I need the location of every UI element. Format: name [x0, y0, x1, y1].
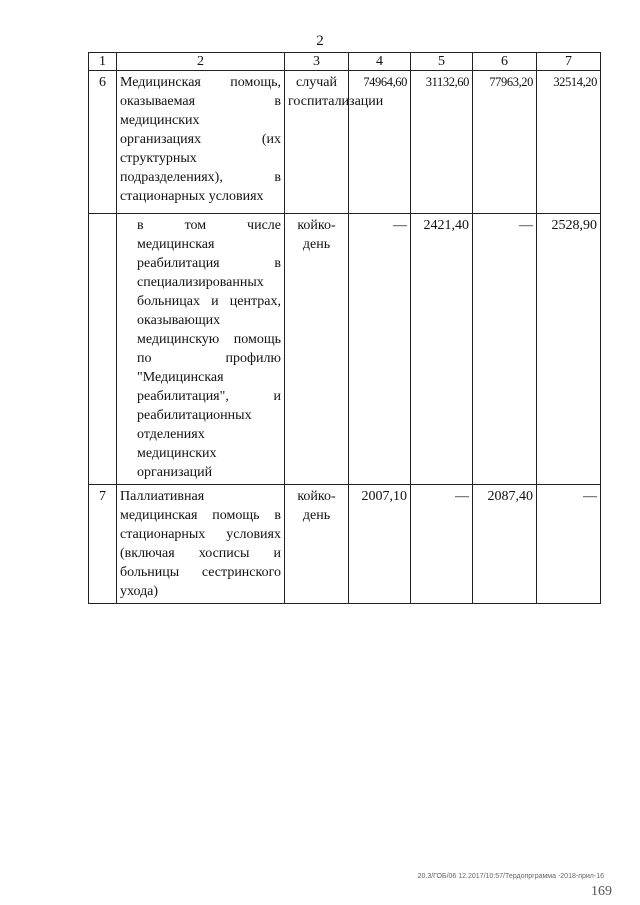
- row-value: 32514,20: [537, 71, 601, 214]
- row-number: 7: [89, 485, 117, 604]
- column-header: 2: [117, 53, 285, 71]
- row-value: 2087,40: [473, 485, 537, 604]
- row-value: 2528,90: [537, 214, 601, 485]
- column-header: 1: [89, 53, 117, 71]
- table-row: [89, 71, 601, 214]
- footer-number: 169: [591, 884, 612, 899]
- row-value: 2007,10: [349, 485, 411, 604]
- row-value: —: [411, 485, 473, 604]
- column-header: 3: [285, 53, 349, 71]
- row-number: [89, 214, 117, 485]
- footer-stamp: 20.3/ГОБ/06 12.2017/10:57/Тердопрграмма -2018-прил-16: [417, 873, 604, 880]
- row-unit: койко-день: [285, 214, 349, 485]
- row-value: 31132,60: [411, 71, 473, 214]
- row-description: Медицинская помощь, оказываемая в медицинских организациях (их структурных подразделениях), в стационарных условиях: [117, 71, 285, 214]
- row-value: —: [537, 485, 601, 604]
- row-value: —: [349, 214, 411, 485]
- data-table: [88, 52, 601, 604]
- column-header: 7: [537, 53, 601, 71]
- page-number: 2: [316, 33, 324, 49]
- row-value: —: [473, 214, 537, 485]
- row-description: Паллиативная медицинская помощь в стационарных условиях (включая хосписы и больницы сестринского ухода): [117, 485, 285, 604]
- column-header: 5: [411, 53, 473, 71]
- row-unit: случай госпитализации: [285, 71, 349, 214]
- row-number: 6: [89, 71, 117, 214]
- row-unit: койко-день: [285, 485, 349, 604]
- column-header: 6: [473, 53, 537, 71]
- row-description: в том числе медицинская реабилитация в специализированных больницах и центрах, оказывающих медицинскую помощь по профилю "Медицинская реабилитация", и реабилитационных отделениях медицинских организаций: [117, 214, 285, 485]
- row-value: 77963,20: [473, 71, 537, 214]
- row-value: 74964,60: [349, 71, 411, 214]
- table-header-row: [89, 53, 601, 71]
- column-header: 4: [349, 53, 411, 71]
- table-row: [89, 214, 601, 485]
- row-value: 2421,40: [411, 214, 473, 485]
- table-row: [89, 485, 601, 604]
